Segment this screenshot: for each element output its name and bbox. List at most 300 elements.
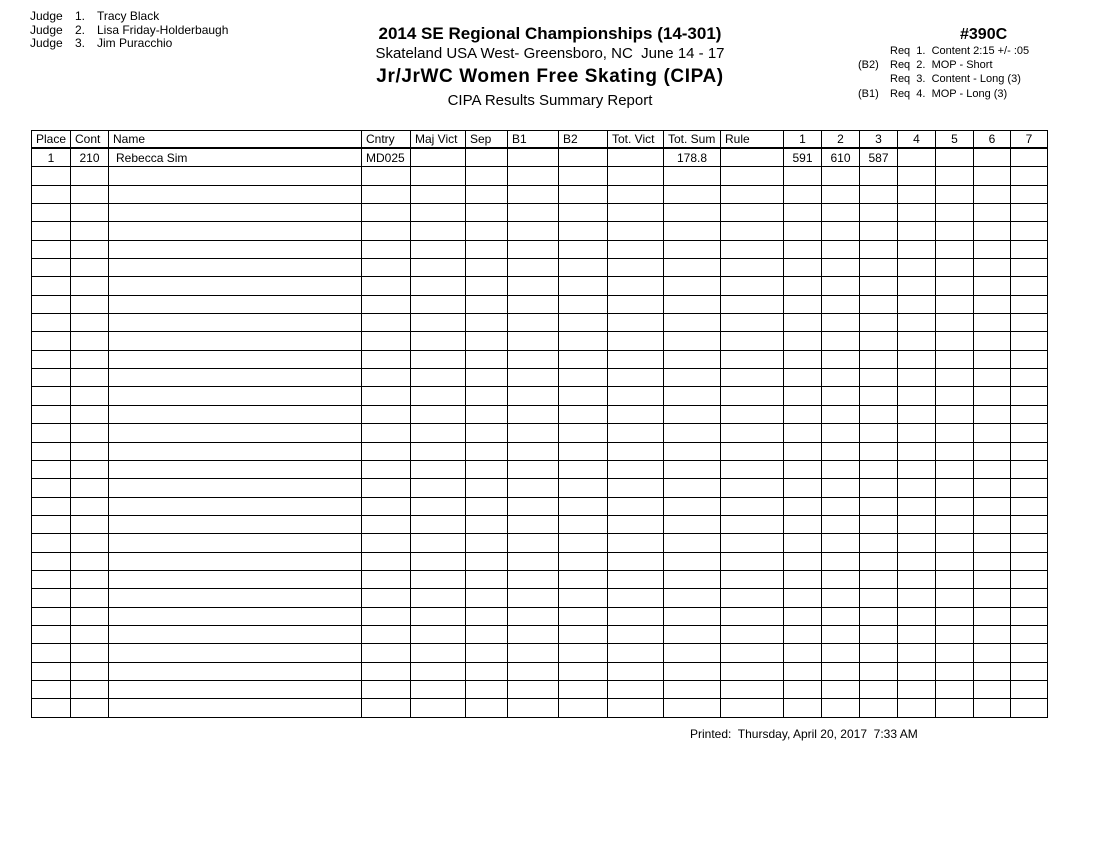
cell-tot_sum <box>664 350 721 368</box>
cell-j6 <box>974 222 1011 240</box>
cell-maj_vict <box>411 424 466 442</box>
cell-j2 <box>822 662 860 680</box>
cell-b2 <box>559 515 608 533</box>
cell-name <box>109 607 362 625</box>
cell-b1 <box>508 442 559 460</box>
cell-j1 <box>784 680 822 698</box>
cell-cont <box>71 277 109 295</box>
cell-j7 <box>1011 534 1048 552</box>
cell-tot_vict <box>608 387 664 405</box>
cell-j3 <box>860 240 898 258</box>
cell-j3 <box>860 662 898 680</box>
cell-cntry <box>362 240 411 258</box>
cell-j6 <box>974 240 1011 258</box>
cell-b2 <box>559 460 608 478</box>
cell-j2 <box>822 552 860 570</box>
cell-cont <box>71 259 109 277</box>
cell-j5 <box>936 222 974 240</box>
cell-j1 <box>784 222 822 240</box>
cell-j2 <box>822 515 860 533</box>
cell-b2 <box>559 570 608 588</box>
cell-tot_vict <box>608 405 664 423</box>
cell-b2 <box>559 222 608 240</box>
cell-cntry <box>362 167 411 185</box>
cell-cntry <box>362 680 411 698</box>
cell-b1 <box>508 644 559 662</box>
table-row-empty <box>32 442 1048 460</box>
cell-j7 <box>1011 369 1048 387</box>
header-cell-cont: Cont <box>71 131 109 149</box>
cell-tot_sum <box>664 185 721 203</box>
cell-sep <box>466 314 508 332</box>
cell-cont <box>71 240 109 258</box>
cell-b1 <box>508 662 559 680</box>
cell-b1 <box>508 534 559 552</box>
cell-place <box>32 497 71 515</box>
cell-sep <box>466 424 508 442</box>
cell-j1 <box>784 479 822 497</box>
cell-cont <box>71 570 109 588</box>
cell-tot_vict <box>608 259 664 277</box>
table-row-empty <box>32 405 1048 423</box>
cell-b2 <box>559 625 608 643</box>
cell-j2 <box>822 699 860 717</box>
cell-j5 <box>936 332 974 350</box>
table-row-empty <box>32 515 1048 533</box>
cell-maj_vict <box>411 680 466 698</box>
cell-j6 <box>974 589 1011 607</box>
cell-b1 <box>508 479 559 497</box>
cell-tot_vict <box>608 460 664 478</box>
cell-tot_sum <box>664 680 721 698</box>
cell-name <box>109 442 362 460</box>
cell-rule <box>721 424 784 442</box>
header-cell-j7: 7 <box>1011 131 1048 149</box>
cell-sep <box>466 515 508 533</box>
cell-tot_vict <box>608 479 664 497</box>
cell-tot_sum <box>664 497 721 515</box>
cell-b2 <box>559 680 608 698</box>
cell-sep <box>466 442 508 460</box>
cell-j3 <box>860 369 898 387</box>
cell-j4 <box>898 387 936 405</box>
cell-cont <box>71 204 109 222</box>
cell-j2 <box>822 442 860 460</box>
event-title: 2014 SE Regional Championships (14-301) <box>378 24 722 43</box>
cell-rule <box>721 570 784 588</box>
cell-b2 <box>559 204 608 222</box>
judge-label: Judge <box>30 36 63 51</box>
cell-j5 <box>936 680 974 698</box>
cell-j7 <box>1011 479 1048 497</box>
cell-j3 <box>860 607 898 625</box>
cell-sep <box>466 259 508 277</box>
cell-j3 <box>860 515 898 533</box>
cell-j1 <box>784 460 822 478</box>
cell-rule <box>721 680 784 698</box>
cell-cont <box>71 222 109 240</box>
table-row-empty <box>32 479 1048 497</box>
cell-tot_vict <box>608 167 664 185</box>
cell-j6 <box>974 442 1011 460</box>
cell-j6 <box>974 185 1011 203</box>
cell-tot_vict <box>608 589 664 607</box>
cell-cont <box>71 460 109 478</box>
cell-place <box>32 515 71 533</box>
cell-tot_vict <box>608 350 664 368</box>
requirement-text: Req 3. Content - Long (3) <box>890 73 1021 86</box>
cell-b1 <box>508 405 559 423</box>
cell-j3 <box>860 625 898 643</box>
cell-cont <box>71 369 109 387</box>
cell-tot_vict <box>608 442 664 460</box>
cell-sep <box>466 405 508 423</box>
judge-number: 1. <box>75 9 86 23</box>
cell-j7 <box>1011 240 1048 258</box>
cell-maj_vict <box>411 332 466 350</box>
cell-maj_vict <box>411 442 466 460</box>
cell-place <box>32 295 71 313</box>
cell-j4 <box>898 497 936 515</box>
table-row-empty <box>32 259 1048 277</box>
cell-place <box>32 277 71 295</box>
cell-j5 <box>936 699 974 717</box>
cell-place <box>32 699 71 717</box>
cell-j3 <box>860 277 898 295</box>
cell-b2 <box>559 607 608 625</box>
cell-sep <box>466 332 508 350</box>
cell-b1 <box>508 625 559 643</box>
cell-j1 <box>784 662 822 680</box>
table-row-empty <box>32 552 1048 570</box>
cell-j2 <box>822 222 860 240</box>
cell-tot_vict <box>608 295 664 313</box>
cell-b1 <box>508 240 559 258</box>
cell-j1 <box>784 552 822 570</box>
cell-cntry <box>362 662 411 680</box>
cell-j3 <box>860 680 898 698</box>
cell-sep <box>466 552 508 570</box>
cell-j2 <box>822 680 860 698</box>
cell-place <box>32 185 71 203</box>
cell-cntry <box>362 222 411 240</box>
cell-sep <box>466 295 508 313</box>
cell-j5 <box>936 405 974 423</box>
table-row-empty <box>32 350 1048 368</box>
table-row-empty <box>32 295 1048 313</box>
cell-j7 <box>1011 277 1048 295</box>
cell-sep <box>466 204 508 222</box>
table-row-empty <box>32 314 1048 332</box>
cell-name <box>109 405 362 423</box>
cell-name <box>109 185 362 203</box>
table-row-empty <box>32 204 1048 222</box>
cell-j7 <box>1011 460 1048 478</box>
cell-j1 <box>784 442 822 460</box>
cell-b1 <box>508 185 559 203</box>
cell-b2 <box>559 185 608 203</box>
cell-tot_sum <box>664 424 721 442</box>
cell-place <box>32 167 71 185</box>
cell-rule <box>721 515 784 533</box>
cell-name <box>109 204 362 222</box>
cell-tot_sum: 178.8 <box>664 148 721 167</box>
cell-cont <box>71 167 109 185</box>
judge-number: 2. <box>75 22 86 37</box>
cell-place <box>32 424 71 442</box>
header-cell-sep: Sep <box>466 131 508 149</box>
cell-tot_sum <box>664 479 721 497</box>
cell-cont <box>71 442 109 460</box>
cell-j2 <box>822 240 860 258</box>
cell-j4 <box>898 405 936 423</box>
cell-tot_sum <box>664 369 721 387</box>
cell-cont <box>71 497 109 515</box>
cell-j6 <box>974 277 1011 295</box>
cell-j4 <box>898 259 936 277</box>
cell-tot_sum <box>664 204 721 222</box>
cell-j3 <box>860 442 898 460</box>
cell-sep <box>466 387 508 405</box>
cell-rule <box>721 185 784 203</box>
cell-j6 <box>974 699 1011 717</box>
cell-j2 <box>822 369 860 387</box>
cell-sep <box>466 662 508 680</box>
cell-j7 <box>1011 314 1048 332</box>
cell-j1 <box>784 424 822 442</box>
cell-maj_vict <box>411 204 466 222</box>
cell-cntry <box>362 644 411 662</box>
cell-j2 <box>822 185 860 203</box>
cell-maj_vict <box>411 167 466 185</box>
cell-j3 <box>860 185 898 203</box>
cell-cont <box>71 185 109 203</box>
cell-place <box>32 552 71 570</box>
cell-tot_vict <box>608 222 664 240</box>
cell-maj_vict <box>411 387 466 405</box>
cell-j1 <box>784 332 822 350</box>
cell-j5 <box>936 479 974 497</box>
cell-j5 <box>936 314 974 332</box>
cell-rule <box>721 479 784 497</box>
cell-j4 <box>898 295 936 313</box>
cell-j5 <box>936 350 974 368</box>
cell-j7 <box>1011 387 1048 405</box>
cell-j4 <box>898 332 936 350</box>
cell-j1 <box>784 570 822 588</box>
cell-name <box>109 369 362 387</box>
cell-name <box>109 662 362 680</box>
table-row-empty <box>32 387 1048 405</box>
cell-name <box>109 240 362 258</box>
table-row-empty <box>32 570 1048 588</box>
cell-tot_sum <box>664 314 721 332</box>
table-row-empty <box>32 699 1048 717</box>
cell-rule <box>721 350 784 368</box>
cell-cntry <box>362 369 411 387</box>
cell-j1 <box>784 644 822 662</box>
cell-name <box>109 277 362 295</box>
table-row-empty <box>32 680 1048 698</box>
cell-maj_vict <box>411 589 466 607</box>
cell-rule <box>721 240 784 258</box>
table-row-empty <box>32 644 1048 662</box>
cell-j4 <box>898 479 936 497</box>
cell-rule <box>721 369 784 387</box>
cell-j1 <box>784 369 822 387</box>
cell-rule <box>721 699 784 717</box>
cell-j4 <box>898 644 936 662</box>
cell-tot_vict <box>608 680 664 698</box>
cell-place <box>32 442 71 460</box>
cell-b2 <box>559 240 608 258</box>
cell-j7 <box>1011 607 1048 625</box>
cell-j2: 610 <box>822 148 860 167</box>
cell-cont <box>71 515 109 533</box>
cell-b2 <box>559 148 608 167</box>
cell-place <box>32 240 71 258</box>
cell-sep <box>466 625 508 643</box>
cell-cont <box>71 662 109 680</box>
cell-b1 <box>508 497 559 515</box>
cell-cntry <box>362 387 411 405</box>
cell-cont <box>71 699 109 717</box>
table-row-empty <box>32 240 1048 258</box>
cell-maj_vict <box>411 277 466 295</box>
cell-place <box>32 204 71 222</box>
cell-j2 <box>822 350 860 368</box>
cell-cntry <box>362 589 411 607</box>
cell-place <box>32 589 71 607</box>
cell-j3 <box>860 222 898 240</box>
cell-rule <box>721 148 784 167</box>
cell-j7 <box>1011 424 1048 442</box>
cell-cont <box>71 552 109 570</box>
cell-j5 <box>936 442 974 460</box>
header-cell-maj_vict: Maj Vict <box>411 131 466 149</box>
table-row-empty <box>32 662 1048 680</box>
cell-sep <box>466 589 508 607</box>
judge-name: Tracy Black <box>97 9 160 23</box>
cell-place <box>32 534 71 552</box>
table-row-empty <box>32 625 1048 643</box>
cell-place <box>32 387 71 405</box>
cell-j3: 587 <box>860 148 898 167</box>
cell-j4 <box>898 222 936 240</box>
requirement-line <box>858 72 1029 86</box>
cell-j5 <box>936 662 974 680</box>
judge-label: Judge <box>30 22 63 37</box>
cell-maj_vict <box>411 185 466 203</box>
cell-j7 <box>1011 332 1048 350</box>
cell-cont <box>71 607 109 625</box>
cell-j3 <box>860 295 898 313</box>
cell-j4 <box>898 185 936 203</box>
cell-j4 <box>898 277 936 295</box>
cell-j3 <box>860 259 898 277</box>
cell-j5 <box>936 277 974 295</box>
cell-cont <box>71 332 109 350</box>
cell-j6 <box>974 644 1011 662</box>
results-table-body <box>32 148 1048 717</box>
cell-b1 <box>508 680 559 698</box>
judge-line <box>30 10 228 24</box>
cell-tot_vict <box>608 644 664 662</box>
cell-j7 <box>1011 662 1048 680</box>
requirement-text: Req 1. Content 2:15 +/- :05 <box>890 45 1030 57</box>
cell-j7 <box>1011 204 1048 222</box>
cell-j5 <box>936 204 974 222</box>
cell-tot_sum <box>664 662 721 680</box>
cell-cont <box>71 424 109 442</box>
cell-j7 <box>1011 259 1048 277</box>
requirement-prefix: (B2) <box>858 59 879 72</box>
cell-j3 <box>860 497 898 515</box>
cell-maj_vict <box>411 148 466 167</box>
cell-place <box>32 222 71 240</box>
cell-name <box>109 295 362 313</box>
cell-maj_vict <box>411 479 466 497</box>
cell-b1 <box>508 570 559 588</box>
cell-place <box>32 607 71 625</box>
cell-place <box>32 259 71 277</box>
cell-name <box>109 497 362 515</box>
cell-name <box>109 387 362 405</box>
cell-cntry <box>362 350 411 368</box>
cell-j3 <box>860 589 898 607</box>
cell-j2 <box>822 259 860 277</box>
cell-name <box>109 167 362 185</box>
cell-j4 <box>898 167 936 185</box>
requirement-prefix <box>858 44 890 58</box>
requirement-line <box>858 58 1029 72</box>
cell-j1 <box>784 259 822 277</box>
cell-j2 <box>822 644 860 662</box>
cell-cntry <box>362 314 411 332</box>
cell-j2 <box>822 332 860 350</box>
cell-j2 <box>822 424 860 442</box>
cell-tot_sum <box>664 460 721 478</box>
header-cell-b2: B2 <box>559 131 608 149</box>
cell-j2 <box>822 295 860 313</box>
cell-maj_vict <box>411 314 466 332</box>
header-cell-j3: 3 <box>860 131 898 149</box>
cell-j5 <box>936 515 974 533</box>
cell-tot_sum <box>664 589 721 607</box>
cell-tot_sum <box>664 240 721 258</box>
cell-tot_vict <box>608 240 664 258</box>
cell-maj_vict <box>411 460 466 478</box>
cell-j7 <box>1011 148 1048 167</box>
cell-j3 <box>860 570 898 588</box>
cell-tot_vict <box>608 534 664 552</box>
cell-maj_vict <box>411 405 466 423</box>
cell-maj_vict <box>411 570 466 588</box>
cell-j1 <box>784 295 822 313</box>
cell-j3 <box>860 460 898 478</box>
header-cell-j2: 2 <box>822 131 860 149</box>
cell-tot_vict <box>608 607 664 625</box>
cell-b1 <box>508 589 559 607</box>
cell-rule <box>721 222 784 240</box>
cell-j4 <box>898 570 936 588</box>
cell-j2 <box>822 589 860 607</box>
cell-place: 1 <box>32 148 71 167</box>
header-cell-rule: Rule <box>721 131 784 149</box>
cell-rule <box>721 534 784 552</box>
cell-cntry <box>362 534 411 552</box>
cell-b1 <box>508 350 559 368</box>
